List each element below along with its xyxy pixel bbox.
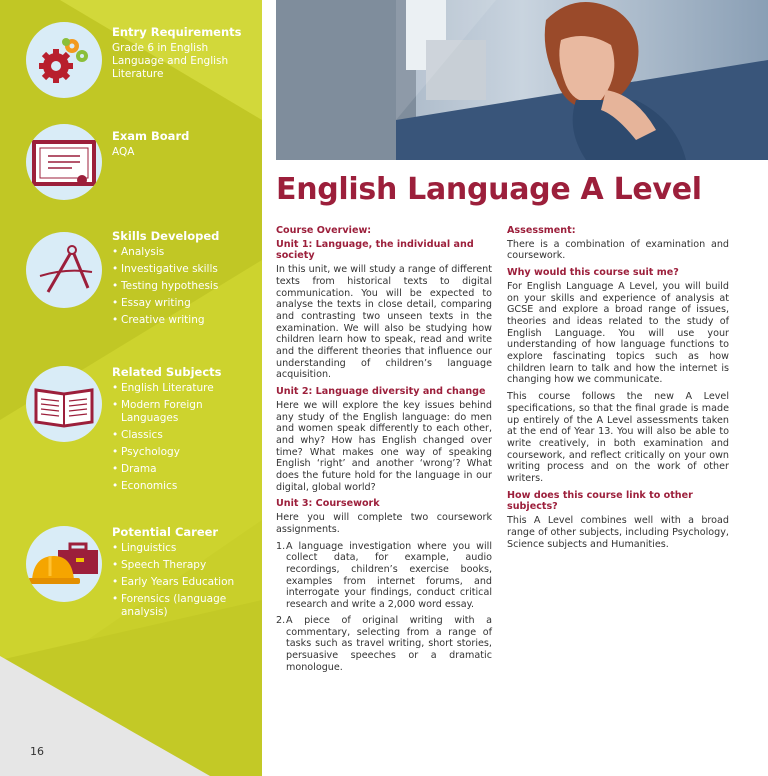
page-corner-fold bbox=[0, 656, 210, 776]
list-item: • Drama bbox=[112, 463, 258, 476]
compass-icon bbox=[26, 232, 102, 308]
related-subjects-section bbox=[112, 365, 258, 497]
course-overview-heading: Course Overview: bbox=[276, 225, 372, 236]
page-title: English Language A Level bbox=[276, 172, 702, 207]
unit3-heading: Unit 3: Coursework bbox=[276, 498, 380, 510]
potential-career-heading: Potential Career bbox=[112, 525, 219, 539]
exam-board-section bbox=[112, 129, 258, 159]
entry-requirements-heading: Entry Requirements bbox=[112, 25, 242, 39]
list-item bbox=[276, 541, 492, 611]
page-number: 16 bbox=[30, 745, 44, 758]
unit2-text: Here we will explore the key issues behind any study of the English language: do men and women speak differently to each other, and why? How has English changed over time? What makes one way of speaking English ‘right’ and another ‘wrong’? What does the future hold for the language in our digital, global world? bbox=[276, 399, 492, 493]
list-text: A language investigation where you will collect data, for example, audio recordings, children’s exercise books, examples from internet forums, and interrogate your findings, conduct critical research and write a 2,000 word essay. bbox=[286, 540, 492, 611]
list-item: • Testing hypothesis bbox=[112, 280, 258, 293]
assessment-text: There is a combination of examination and coursework. bbox=[507, 238, 729, 262]
book-icon bbox=[26, 366, 102, 442]
unit1-text: In this unit, we will study a range of different texts from historical texts to digital communication. You will be expected to analyse the texts in close detail, comparing and contrasting two unseen texts in the examination. We will also be studying how children learn how to speak, read and write and the different theories that influence our understanding of children’s language acquisition. bbox=[276, 264, 492, 381]
list-item: • Psychology bbox=[112, 446, 258, 459]
list-number: 1. bbox=[276, 540, 286, 552]
list-item: • Speech Therapy bbox=[112, 559, 258, 572]
gears-icon bbox=[26, 22, 102, 98]
skills-developed-heading: Skills Developed bbox=[112, 229, 220, 243]
list-item: • Creative writing bbox=[112, 314, 258, 327]
entry-requirements-text: Grade 6 in English Language and English Literature bbox=[112, 42, 229, 80]
skills-developed-section bbox=[112, 229, 258, 331]
potential-career-section bbox=[112, 525, 258, 623]
list-text: A piece of original writing with a commentary, selecting from a range of tasks such as travel writing, short stories, persuasive speeches or a dramatic monologue. bbox=[286, 614, 492, 673]
link-text: This A Level combines well with a broad range of other subjects, including Psychology, Science subjects and Humanities. bbox=[507, 515, 729, 550]
unit1-heading: Unit 1: Language, the individual and society bbox=[276, 238, 474, 262]
coursework-list bbox=[276, 541, 492, 674]
list-item bbox=[276, 615, 492, 674]
content-column-left bbox=[276, 225, 492, 677]
skills-list bbox=[112, 246, 258, 327]
suit-heading: Why would this course suit me? bbox=[507, 267, 679, 279]
sidebar bbox=[0, 0, 262, 776]
list-item: • Forensics (language analysis) bbox=[112, 593, 258, 619]
hero-photo bbox=[276, 0, 768, 160]
career-list bbox=[112, 542, 258, 619]
list-item: • Modern Foreign Languages bbox=[112, 399, 258, 425]
related-subjects-heading: Related Subjects bbox=[112, 365, 222, 379]
list-item: • Analysis bbox=[112, 246, 258, 259]
exam-board-text: AQA bbox=[112, 146, 135, 158]
content-column-right bbox=[507, 225, 729, 555]
list-item: • Economics bbox=[112, 480, 258, 493]
suit-text-1: For English Language A Level, you will build on your skills and experience of analysis at GCSE and explore a broad range of issues, theories and ideas related to the study of English Language. You will use your understanding of how language functions to explore fascinating topics such as how children learn to talk and how the internet is changing how we communicate. bbox=[507, 280, 729, 386]
entry-requirements-section bbox=[112, 25, 258, 81]
certificate-icon bbox=[26, 124, 102, 200]
assessment-heading: Assessment: bbox=[507, 225, 576, 236]
list-item: • Essay writing bbox=[112, 297, 258, 310]
suit-text-2: This course follows the new A Level specifications, so that the final grade is made up entirely of the A Level assessments taken at the end of Year 13. You will also be able to write creatively, in both examination and coursework, and reflect critically on your own writing process and on the work of other writers. bbox=[507, 391, 729, 485]
unit3-text: Here you will complete two coursework assignments. bbox=[276, 512, 492, 535]
link-heading: How does this course link to other subjects? bbox=[507, 489, 693, 513]
list-item: • Linguistics bbox=[112, 542, 258, 555]
exam-board-heading: Exam Board bbox=[112, 129, 190, 143]
hardhat-toolbox-icon bbox=[26, 526, 102, 602]
list-item: • Early Years Education bbox=[112, 576, 258, 589]
list-item: • Investigative skills bbox=[112, 263, 258, 276]
list-item: • English Literature bbox=[112, 382, 258, 395]
related-subjects-list bbox=[112, 382, 258, 493]
list-number: 2. bbox=[276, 614, 286, 626]
unit2-heading: Unit 2: Language diversity and change bbox=[276, 386, 486, 398]
list-item: • Classics bbox=[112, 429, 258, 442]
